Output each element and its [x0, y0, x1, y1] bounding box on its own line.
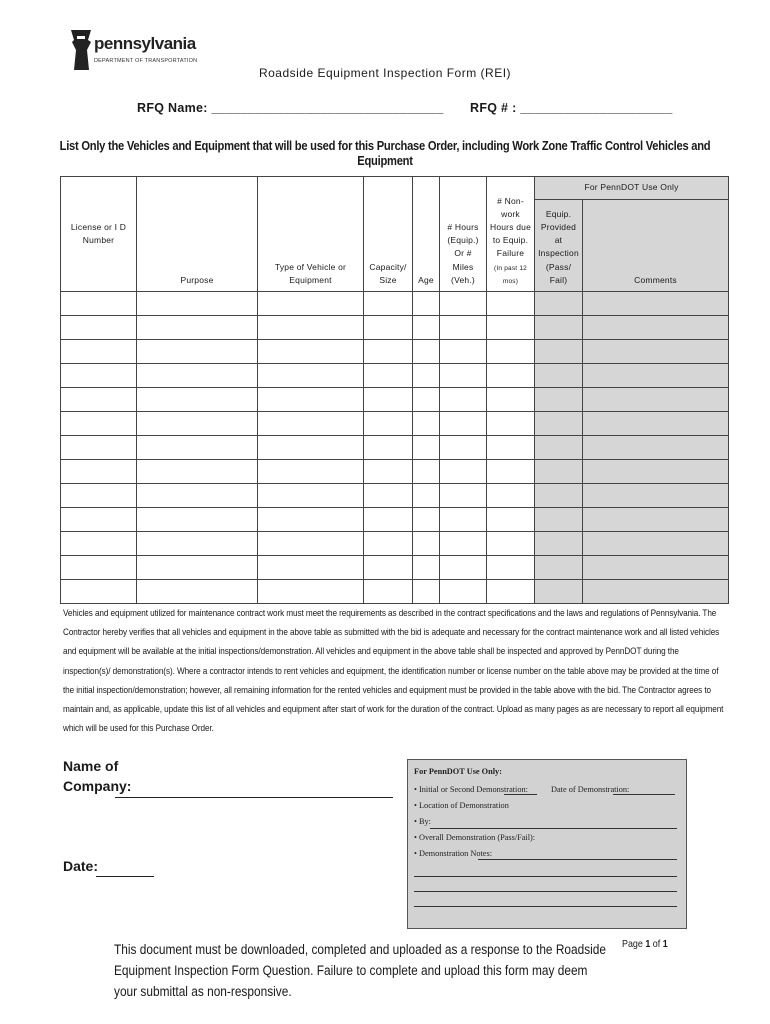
table-cell[interactable]: [364, 316, 413, 340]
table-cell[interactable]: [413, 460, 440, 484]
table-cell[interactable]: [413, 532, 440, 556]
table-cell[interactable]: [61, 388, 137, 412]
table-row: [61, 412, 729, 436]
table-cell[interactable]: [364, 436, 413, 460]
table-cell[interactable]: [583, 340, 729, 364]
table-cell[interactable]: [535, 460, 583, 484]
table-cell[interactable]: [258, 364, 364, 388]
table-cell[interactable]: [487, 580, 535, 604]
date-field[interactable]: [96, 876, 154, 877]
table-row: [61, 580, 729, 604]
table-cell[interactable]: [583, 436, 729, 460]
table-cell[interactable]: [487, 532, 535, 556]
table-cell[interactable]: [440, 436, 487, 460]
table-cell[interactable]: [61, 340, 137, 364]
form-title: Roadside Equipment Inspection Form (REI): [258, 66, 512, 80]
table-cell[interactable]: [61, 316, 137, 340]
table-cell[interactable]: [413, 340, 440, 364]
table-cell[interactable]: [440, 292, 487, 316]
penndot-use-box: [407, 759, 687, 929]
date-label: Date:: [63, 858, 99, 874]
table-cell[interactable]: [487, 436, 535, 460]
table-cell[interactable]: [583, 412, 729, 436]
table-cell[interactable]: [535, 532, 583, 556]
table-cell[interactable]: [487, 364, 535, 388]
table-cell[interactable]: [583, 364, 729, 388]
table-cell[interactable]: [583, 556, 729, 580]
table-cell[interactable]: [487, 460, 535, 484]
table-cell[interactable]: [535, 316, 583, 340]
by-field[interactable]: [430, 828, 677, 829]
table-cell[interactable]: [413, 436, 440, 460]
table-row: [61, 364, 729, 388]
table-cell[interactable]: [137, 388, 258, 412]
date-demo-field[interactable]: [613, 794, 675, 795]
table-cell[interactable]: [258, 460, 364, 484]
table-cell[interactable]: [61, 532, 137, 556]
table-cell[interactable]: [440, 532, 487, 556]
table-cell[interactable]: [440, 316, 487, 340]
table-cell[interactable]: [137, 508, 258, 532]
table-cell[interactable]: [583, 508, 729, 532]
table-row: [61, 340, 729, 364]
table-cell[interactable]: [137, 460, 258, 484]
table-row: [61, 556, 729, 580]
table-cell[interactable]: [364, 484, 413, 508]
table-cell[interactable]: [258, 508, 364, 532]
table-cell[interactable]: [440, 412, 487, 436]
overall-demo-label: • Overall Demonstration (Pass/Fail):: [414, 833, 536, 842]
table-cell[interactable]: [364, 388, 413, 412]
table-row: [61, 316, 729, 340]
page-indicator: [622, 938, 668, 950]
table-cell[interactable]: [440, 460, 487, 484]
table-cell[interactable]: [61, 484, 137, 508]
table-cell[interactable]: [61, 508, 137, 532]
table-cell[interactable]: [364, 460, 413, 484]
table-cell[interactable]: [258, 316, 364, 340]
table-cell[interactable]: [413, 484, 440, 508]
table-row: [61, 460, 729, 484]
table-cell[interactable]: [364, 532, 413, 556]
col-provided-header: Equip. Provided at Inspection (Pass/ Fail): [535, 200, 583, 292]
equipment-table: [60, 176, 729, 604]
table-cell[interactable]: [137, 412, 258, 436]
table-cell[interactable]: [487, 292, 535, 316]
table-cell[interactable]: [258, 484, 364, 508]
table-cell[interactable]: [535, 556, 583, 580]
table-cell[interactable]: [137, 292, 258, 316]
table-cell[interactable]: [440, 580, 487, 604]
table-row: [61, 532, 729, 556]
table-cell[interactable]: [137, 484, 258, 508]
table-cell[interactable]: [364, 508, 413, 532]
table-cell[interactable]: [535, 508, 583, 532]
table-cell[interactable]: [535, 364, 583, 388]
table-cell[interactable]: [137, 436, 258, 460]
table-cell[interactable]: [535, 484, 583, 508]
table-cell[interactable]: [487, 388, 535, 412]
table-cell[interactable]: [364, 580, 413, 604]
table-cell[interactable]: [583, 460, 729, 484]
table-cell[interactable]: [364, 364, 413, 388]
table-cell[interactable]: [364, 412, 413, 436]
table-cell[interactable]: [61, 364, 137, 388]
col-nonwork-note: (In past 12 mos): [494, 264, 527, 285]
instruction-text: List Only the Vehicles and Equipment that will be used for this Purchase Order, including Work Zone Traffic Control Vehicles and Equipment: [59, 138, 711, 168]
table-cell[interactable]: [137, 556, 258, 580]
logo-name: pennsylvania: [94, 34, 196, 53]
table-cell[interactable]: [535, 436, 583, 460]
table-cell[interactable]: [364, 340, 413, 364]
table-cell[interactable]: [535, 292, 583, 316]
footer-note: This document must be downloaded, completed and uploaded as a response to the Roadside Equipment Inspection Form Question. Failure to complete and upload this form may deem your submittal as non-responsive.: [114, 942, 607, 999]
table-row: [61, 484, 729, 508]
page-of: of: [652, 938, 661, 950]
notes-line-3[interactable]: [414, 891, 677, 892]
table-row: [61, 388, 729, 412]
initial-demo-label: • Initial or Second Demonstration:: [414, 785, 528, 794]
table-cell[interactable]: [583, 316, 729, 340]
table-cell[interactable]: [583, 580, 729, 604]
notes-line-2[interactable]: [414, 876, 677, 877]
table-cell[interactable]: [487, 412, 535, 436]
page-prefix: Page: [622, 938, 643, 950]
table-row: [61, 292, 729, 316]
table-cell[interactable]: [535, 580, 583, 604]
table-cell[interactable]: [440, 556, 487, 580]
notes-line-4[interactable]: [414, 906, 677, 907]
table-cell[interactable]: [487, 484, 535, 508]
rfq-number-field[interactable]: RFQ # : _____________________: [470, 101, 673, 115]
table-cell[interactable]: [137, 340, 258, 364]
notes-line-1[interactable]: [478, 859, 677, 860]
table-cell[interactable]: [413, 292, 440, 316]
table-row: [61, 436, 729, 460]
table-cell[interactable]: [61, 460, 137, 484]
table-cell[interactable]: [413, 508, 440, 532]
notes-label: • Demonstration Notes:: [414, 849, 493, 858]
table-cell[interactable]: [61, 436, 137, 460]
table-cell[interactable]: [413, 364, 440, 388]
table-cell[interactable]: [535, 412, 583, 436]
table-cell[interactable]: [258, 388, 364, 412]
table-cell[interactable]: [487, 556, 535, 580]
table-cell[interactable]: [364, 556, 413, 580]
table-cell[interactable]: [137, 580, 258, 604]
table-cell[interactable]: [440, 364, 487, 388]
table-cell[interactable]: [258, 412, 364, 436]
location-label: • Location of Demonstration: [414, 801, 509, 810]
table-cell[interactable]: [583, 484, 729, 508]
table-cell[interactable]: [535, 388, 583, 412]
page-current: 1: [645, 938, 651, 950]
col-nonwork-header: [487, 177, 535, 292]
table-cell[interactable]: [535, 340, 583, 364]
col-nonwork-label: # Non-work Hours due to Equip. Failure: [489, 195, 532, 259]
table-cell[interactable]: [137, 364, 258, 388]
table-cell[interactable]: [258, 556, 364, 580]
table-row: [61, 508, 729, 532]
table-cell[interactable]: [487, 340, 535, 364]
col-purpose-header: Purpose: [137, 177, 258, 292]
table-cell[interactable]: [487, 316, 535, 340]
company-name-field[interactable]: [115, 797, 393, 798]
table-cell[interactable]: [413, 412, 440, 436]
table-cell[interactable]: [258, 292, 364, 316]
table-cell[interactable]: [61, 556, 137, 580]
penndot-use-header: For PennDOT Use Only: [535, 177, 729, 200]
col-comments-header: Comments: [583, 200, 729, 292]
table-cell[interactable]: [440, 508, 487, 532]
company-name-label-line1: Name of: [63, 758, 119, 774]
col-capacity-header: Capacity/ Size: [364, 177, 413, 292]
terms-paragraph: Vehicles and equipment utilized for maintenance contract work must meet the requirements as described in the contract specifications and the laws and regulations of Pennsylvania. The Contractor hereby verifies that all vehicles and equipment in the above table as submitted with the bid is adequate and necessary for the contract maintenance work and all listed vehicles and equipment will be available at the initial inspections/demonstration. All vehicles and equipment in the above table shall be inspected and approved by PennDOT during the inspection(s)/ demonstration(s). Where a contractor intends to rent vehicles and equipment, the identification number or license number on the table above may be provided at the time of the initial inspection/demonstration; however, all remaining information for the rented vehicles and equipment must be provided in the table above with the bid. The Contractor agrees to maintain and, as applicable, update this list of all vehicles and equipment after start of work for the duration of the contract. Upload as many pages as are necessary to report all equipment which will be used for this Purchase Order.: [63, 608, 724, 734]
table-cell[interactable]: [61, 580, 137, 604]
table-cell[interactable]: [258, 532, 364, 556]
col-type-header: Type of Vehicle or Equipment: [258, 177, 364, 292]
table-cell[interactable]: [440, 484, 487, 508]
table-cell[interactable]: [364, 292, 413, 316]
table-cell[interactable]: [583, 532, 729, 556]
table-cell[interactable]: [61, 412, 137, 436]
col-age-header: Age: [413, 177, 440, 292]
page-total: 1: [662, 938, 668, 950]
table-cell[interactable]: [440, 388, 487, 412]
table-cell[interactable]: [413, 580, 440, 604]
table-cell[interactable]: [583, 388, 729, 412]
rfq-name-field[interactable]: RFQ Name: ________________________________: [137, 101, 444, 115]
table-cell[interactable]: [413, 316, 440, 340]
table-cell[interactable]: [137, 532, 258, 556]
initial-demo-field[interactable]: [504, 794, 537, 795]
table-cell[interactable]: [413, 556, 440, 580]
table-cell[interactable]: [487, 508, 535, 532]
table-cell[interactable]: [137, 316, 258, 340]
table-cell[interactable]: [258, 340, 364, 364]
col-hours-header: # Hours (Equip.) Or # Miles (Veh.): [440, 177, 487, 292]
table-cell[interactable]: [440, 340, 487, 364]
date-demo-label: Date of Demonstration:: [551, 785, 630, 794]
table-cell[interactable]: [258, 580, 364, 604]
col-license-header: License or I D Number: [61, 177, 137, 292]
table-cell[interactable]: [583, 292, 729, 316]
table-cell[interactable]: [413, 388, 440, 412]
company-name-label-line2: Company:: [63, 778, 132, 794]
by-label: • By:: [414, 817, 431, 826]
logo-department: DEPARTMENT OF TRANSPORTATION: [94, 58, 198, 64]
table-cell[interactable]: [61, 292, 137, 316]
company-name-label: [63, 756, 131, 796]
table-cell[interactable]: [258, 436, 364, 460]
penndot-box-title: For PennDOT Use Only:: [414, 767, 502, 776]
